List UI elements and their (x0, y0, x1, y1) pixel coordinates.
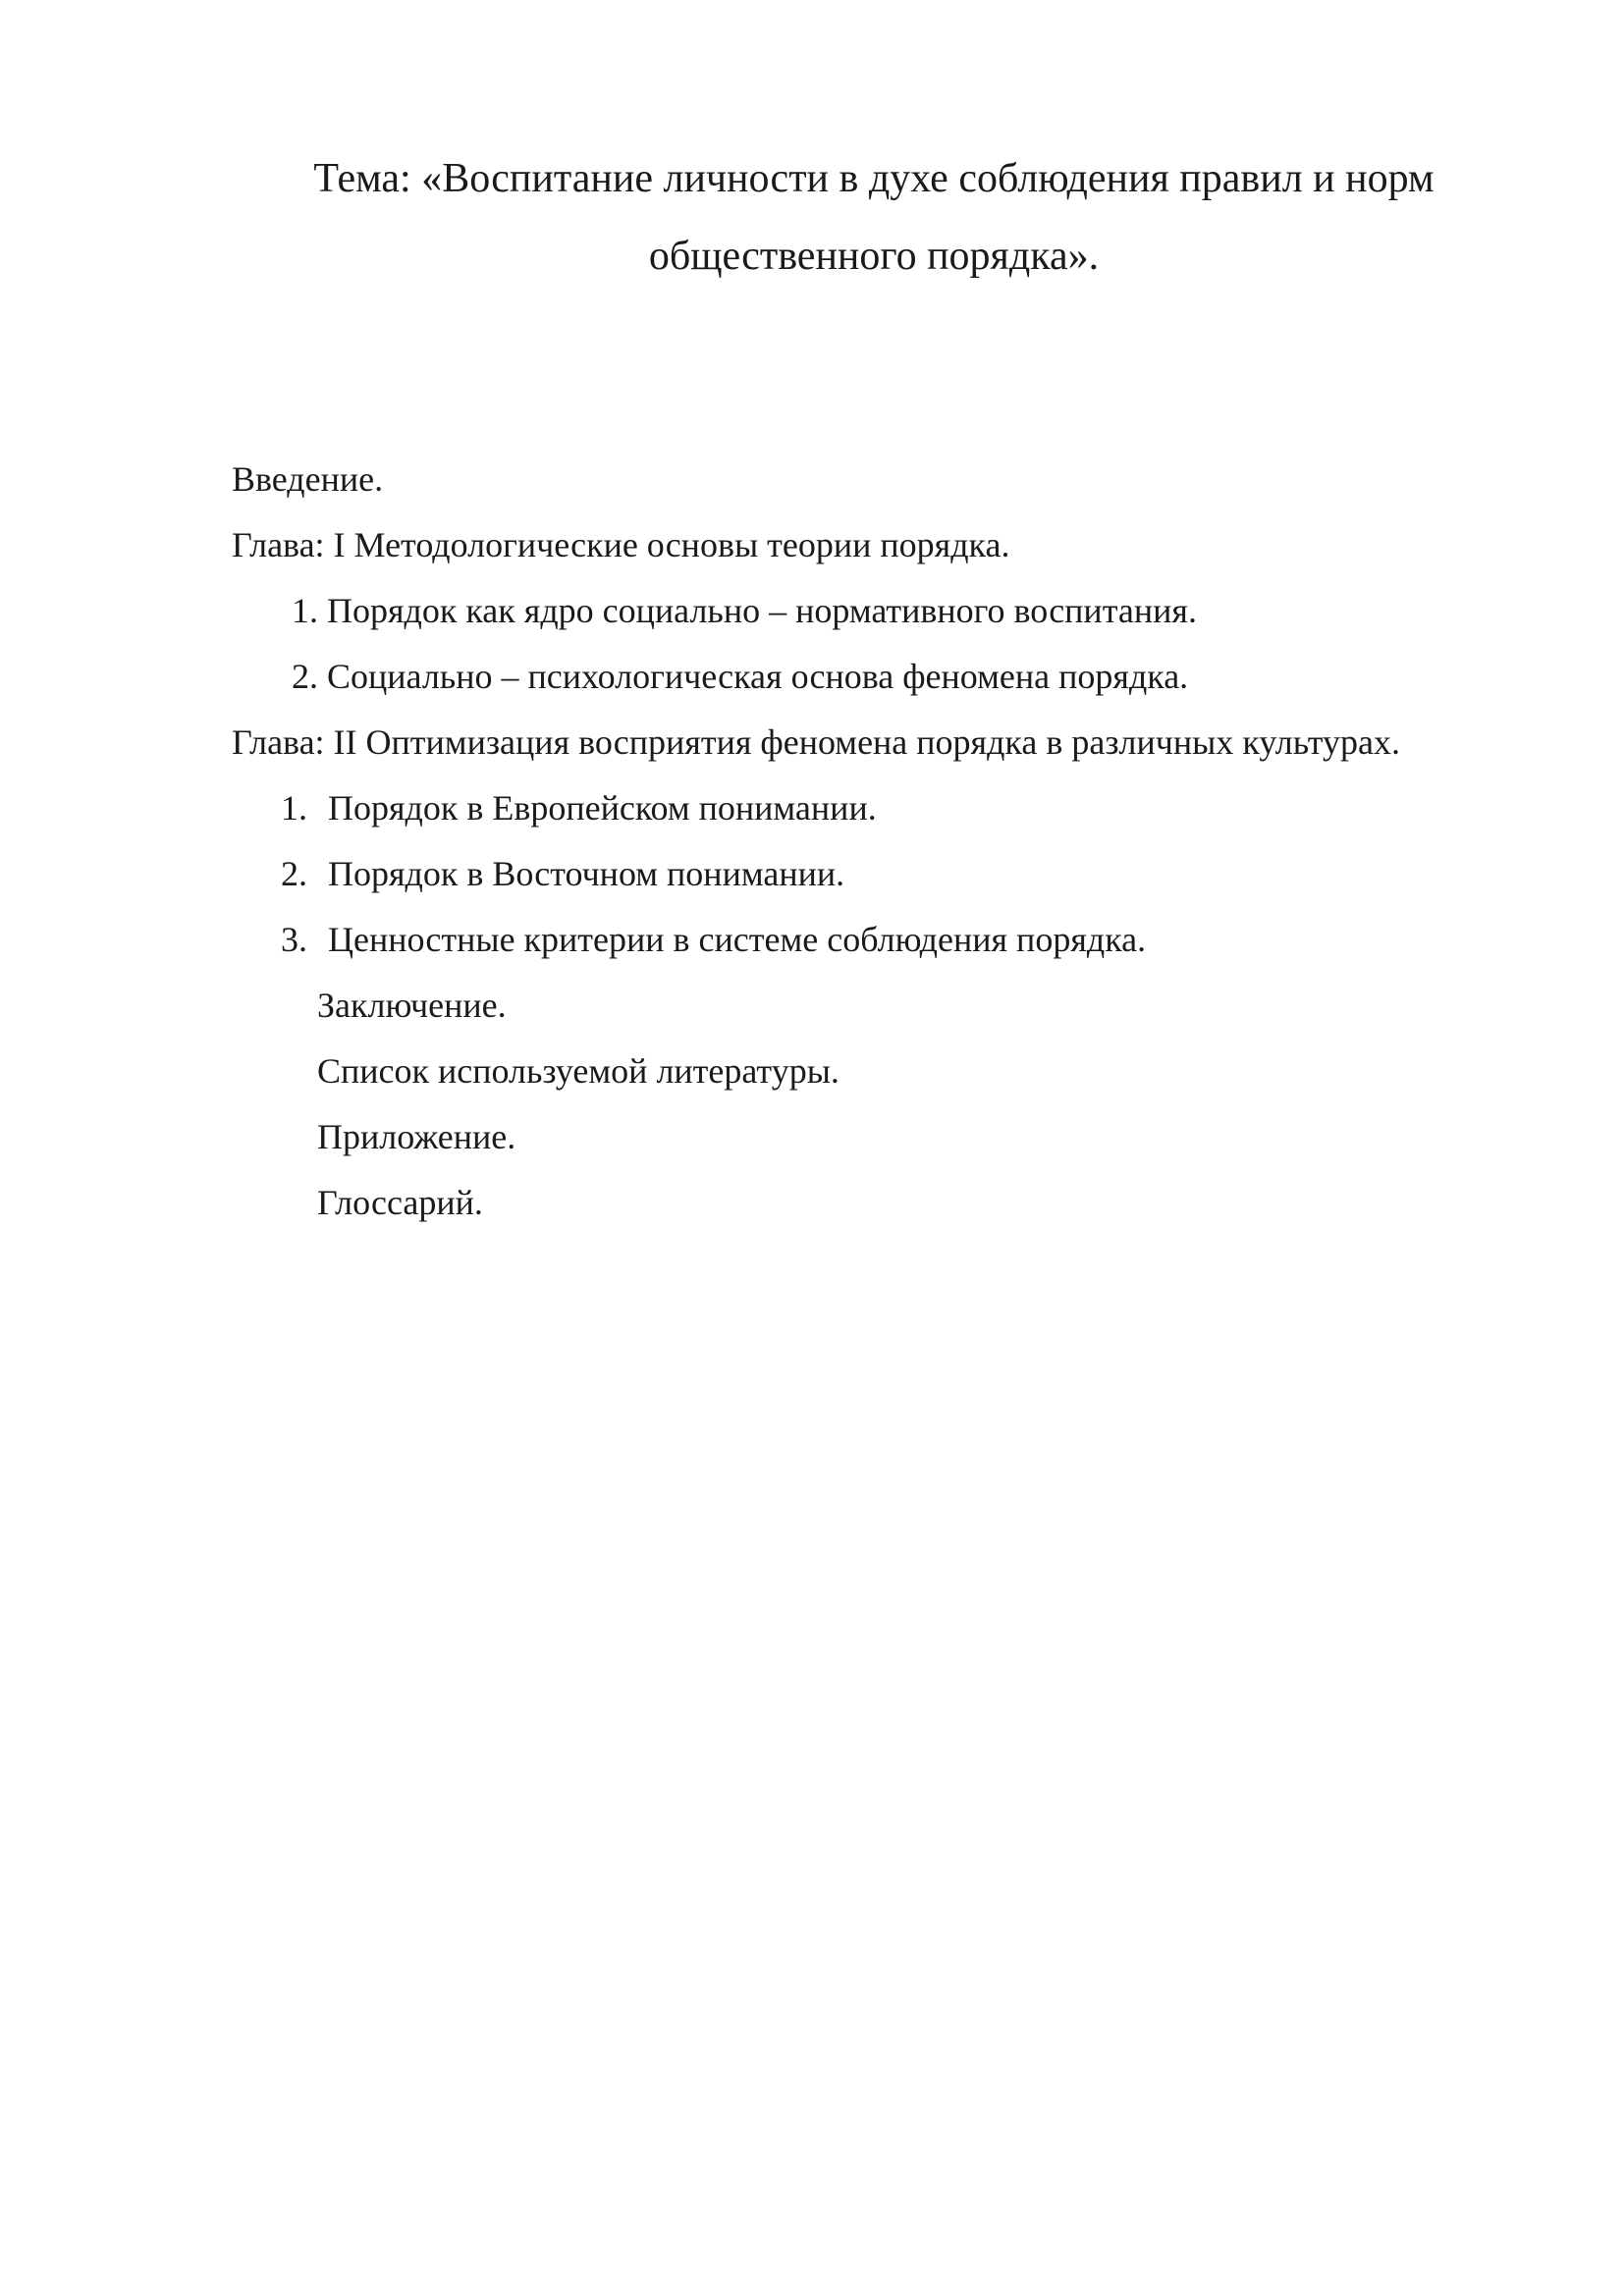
toc-item-number: 1. (281, 788, 307, 828)
toc-item-number: 2. (292, 657, 318, 696)
toc-item-number: 2. (281, 854, 307, 893)
toc-item-text: Социально – психологическая основа феномена порядка. (327, 657, 1189, 696)
toc-chapter-1-heading: Глава: I Методологические основы теории порядка. (232, 525, 1010, 564)
toc-chapter-2-heading: Глава: II Оптимизация восприятия феномена порядка в различных культурах. (232, 722, 1400, 762)
toc-intro: Введение. (232, 459, 384, 499)
document-title-line-1: Тема: «Воспитание личности в духе соблюдения правил и норм (313, 156, 1435, 201)
toc-item-number: 3. (281, 920, 307, 959)
document-title-line-2: общественного порядка». (648, 234, 1100, 279)
toc-appendix: Приложение. (317, 1117, 516, 1156)
toc-glossary: Глоссарий. (317, 1183, 483, 1222)
toc-item-number: 1. (292, 591, 318, 630)
toc-item-text: Порядок в Европейском понимании. (328, 788, 877, 828)
toc-conclusion: Заключение. (317, 986, 507, 1025)
toc-item-text: Ценностные критерии в системе соблюдения порядка. (328, 920, 1147, 959)
toc-item-text: Порядок как ядро социально – нормативного воспитания. (327, 591, 1197, 630)
toc-item-text: Порядок в Восточном понимании. (328, 854, 845, 893)
toc-bibliography: Список используемой литературы. (317, 1051, 839, 1091)
